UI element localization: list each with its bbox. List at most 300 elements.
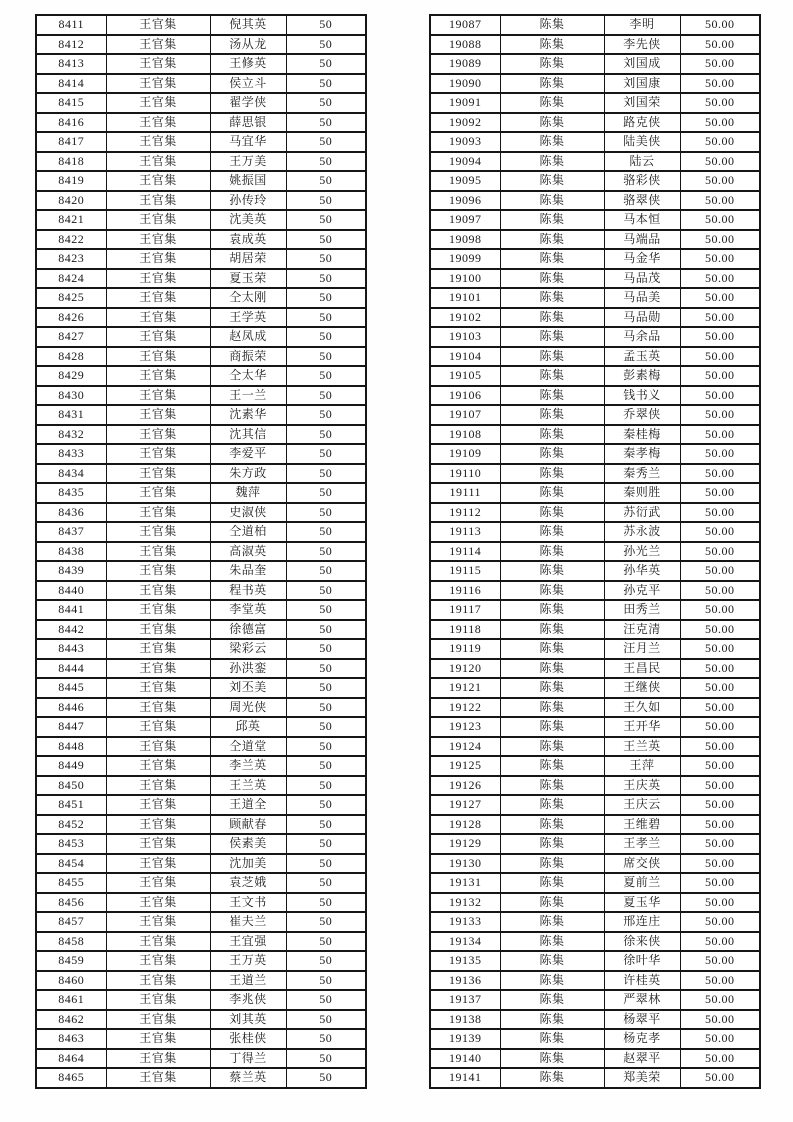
table-row <box>36 873 366 893</box>
id-cell: 8413 <box>36 54 106 74</box>
unit-cell: 王官集 <box>106 990 210 1010</box>
name-cell: 沈美英 <box>210 210 286 230</box>
amount-cell: 50 <box>286 464 366 484</box>
unit-cell: 王官集 <box>106 54 210 74</box>
id-cell: 8447 <box>36 717 106 737</box>
name-cell: 王萍 <box>604 756 680 776</box>
id-cell: 8420 <box>36 191 106 211</box>
unit-cell: 陈集 <box>500 171 604 191</box>
table-row <box>430 74 760 94</box>
name-cell: 刘其英 <box>210 1010 286 1030</box>
name-cell: 李堂英 <box>210 600 286 620</box>
amount-cell: 50.00 <box>680 795 760 815</box>
table-row <box>430 795 760 815</box>
amount-cell: 50.00 <box>680 639 760 659</box>
amount-cell: 50.00 <box>680 132 760 152</box>
roster-table-right-body <box>430 15 760 1088</box>
id-cell: 19106 <box>430 386 500 406</box>
table-row <box>430 932 760 952</box>
table-row <box>36 132 366 152</box>
name-cell: 顾献春 <box>210 815 286 835</box>
amount-cell: 50.00 <box>680 35 760 55</box>
amount-cell: 50 <box>286 581 366 601</box>
name-cell: 李先侠 <box>604 35 680 55</box>
id-cell: 19094 <box>430 152 500 172</box>
unit-cell: 陈集 <box>500 464 604 484</box>
unit-cell: 陈集 <box>500 15 604 35</box>
table-row <box>36 1029 366 1049</box>
amount-cell: 50 <box>286 795 366 815</box>
unit-cell: 陈集 <box>500 366 604 386</box>
name-cell: 钱书义 <box>604 386 680 406</box>
id-cell: 8457 <box>36 912 106 932</box>
id-cell: 19100 <box>430 269 500 289</box>
id-cell: 19137 <box>430 990 500 1010</box>
table-row <box>36 815 366 835</box>
amount-cell: 50 <box>286 74 366 94</box>
name-cell: 秦孝梅 <box>604 444 680 464</box>
amount-cell: 50 <box>286 639 366 659</box>
name-cell: 王一兰 <box>210 386 286 406</box>
amount-cell: 50 <box>286 249 366 269</box>
table-row <box>430 542 760 562</box>
amount-cell: 50 <box>286 230 366 250</box>
id-cell: 19133 <box>430 912 500 932</box>
roster-table-left <box>35 14 367 1089</box>
id-cell: 19139 <box>430 1029 500 1049</box>
amount-cell: 50.00 <box>680 249 760 269</box>
unit-cell: 王官集 <box>106 308 210 328</box>
unit-cell: 王官集 <box>106 678 210 698</box>
unit-cell: 陈集 <box>500 834 604 854</box>
table-row <box>430 737 760 757</box>
amount-cell: 50.00 <box>680 873 760 893</box>
name-cell: 孙光兰 <box>604 542 680 562</box>
name-cell: 梁彩云 <box>210 639 286 659</box>
amount-cell: 50 <box>286 327 366 347</box>
unit-cell: 陈集 <box>500 678 604 698</box>
amount-cell: 50 <box>286 932 366 952</box>
unit-cell: 王官集 <box>106 288 210 308</box>
id-cell: 8434 <box>36 464 106 484</box>
id-cell: 19099 <box>430 249 500 269</box>
name-cell: 王万英 <box>210 951 286 971</box>
amount-cell: 50 <box>286 405 366 425</box>
amount-cell: 50 <box>286 1029 366 1049</box>
id-cell: 19092 <box>430 113 500 133</box>
unit-cell: 陈集 <box>500 74 604 94</box>
amount-cell: 50.00 <box>680 561 760 581</box>
name-cell: 张桂侠 <box>210 1029 286 1049</box>
id-cell: 8460 <box>36 971 106 991</box>
amount-cell: 50.00 <box>680 1049 760 1069</box>
id-cell: 19110 <box>430 464 500 484</box>
unit-cell: 陈集 <box>500 327 604 347</box>
table-row <box>430 522 760 542</box>
unit-cell: 王官集 <box>106 74 210 94</box>
id-cell: 8464 <box>36 1049 106 1069</box>
id-cell: 19088 <box>430 35 500 55</box>
unit-cell: 王官集 <box>106 1010 210 1030</box>
name-cell: 陆云 <box>604 152 680 172</box>
amount-cell: 50 <box>286 132 366 152</box>
table-row <box>430 990 760 1010</box>
id-cell: 8453 <box>36 834 106 854</box>
name-cell: 徐德富 <box>210 620 286 640</box>
table-row <box>36 1049 366 1069</box>
id-cell: 19111 <box>430 483 500 503</box>
id-cell: 8448 <box>36 737 106 757</box>
unit-cell: 陈集 <box>500 1029 604 1049</box>
name-cell: 王维碧 <box>604 815 680 835</box>
name-cell: 薛思银 <box>210 113 286 133</box>
name-cell: 秦则胜 <box>604 483 680 503</box>
roster-table-left-body <box>36 15 366 1088</box>
unit-cell: 王官集 <box>106 386 210 406</box>
unit-cell: 陈集 <box>500 581 604 601</box>
unit-cell: 王官集 <box>106 971 210 991</box>
unit-cell: 王官集 <box>106 1049 210 1069</box>
unit-cell: 王官集 <box>106 425 210 445</box>
table-row <box>36 386 366 406</box>
amount-cell: 50 <box>286 425 366 445</box>
id-cell: 19115 <box>430 561 500 581</box>
amount-cell: 50 <box>286 678 366 698</box>
table-row <box>430 659 760 679</box>
table-row <box>36 756 366 776</box>
name-cell: 秦秀兰 <box>604 464 680 484</box>
table-row <box>430 717 760 737</box>
id-cell: 8415 <box>36 93 106 113</box>
table-row <box>430 464 760 484</box>
unit-cell: 陈集 <box>500 932 604 952</box>
name-cell: 王继侠 <box>604 678 680 698</box>
name-cell: 赵凤成 <box>210 327 286 347</box>
id-cell: 8446 <box>36 698 106 718</box>
unit-cell: 王官集 <box>106 210 210 230</box>
name-cell: 侯立斗 <box>210 74 286 94</box>
table-row <box>36 581 366 601</box>
amount-cell: 50 <box>286 288 366 308</box>
table-row <box>430 444 760 464</box>
name-cell: 马本恒 <box>604 210 680 230</box>
name-cell: 赵翠平 <box>604 1049 680 1069</box>
name-cell: 沈加美 <box>210 854 286 874</box>
amount-cell: 50.00 <box>680 113 760 133</box>
amount-cell: 50 <box>286 522 366 542</box>
name-cell: 高淑英 <box>210 542 286 562</box>
unit-cell: 王官集 <box>106 717 210 737</box>
name-cell: 李明 <box>604 15 680 35</box>
table-row <box>430 503 760 523</box>
name-cell: 马余品 <box>604 327 680 347</box>
id-cell: 8463 <box>36 1029 106 1049</box>
unit-cell: 王官集 <box>106 132 210 152</box>
unit-cell: 王官集 <box>106 639 210 659</box>
unit-cell: 陈集 <box>500 405 604 425</box>
id-cell: 19091 <box>430 93 500 113</box>
table-row <box>36 639 366 659</box>
table-row <box>430 951 760 971</box>
unit-cell: 王官集 <box>106 561 210 581</box>
table-row <box>36 269 366 289</box>
name-cell: 马金华 <box>604 249 680 269</box>
id-cell: 8455 <box>36 873 106 893</box>
table-row <box>430 1049 760 1069</box>
id-cell: 8424 <box>36 269 106 289</box>
amount-cell: 50 <box>286 600 366 620</box>
amount-cell: 50 <box>286 366 366 386</box>
unit-cell: 陈集 <box>500 444 604 464</box>
unit-cell: 王官集 <box>106 659 210 679</box>
id-cell: 19093 <box>430 132 500 152</box>
table-row <box>430 581 760 601</box>
amount-cell: 50.00 <box>680 737 760 757</box>
unit-cell: 陈集 <box>500 503 604 523</box>
amount-cell: 50.00 <box>680 1068 760 1088</box>
id-cell: 8429 <box>36 366 106 386</box>
name-cell: 王万美 <box>210 152 286 172</box>
name-cell: 汪克清 <box>604 620 680 640</box>
name-cell: 刘国康 <box>604 74 680 94</box>
table-row <box>36 990 366 1010</box>
unit-cell: 陈集 <box>500 951 604 971</box>
name-cell: 王开华 <box>604 717 680 737</box>
amount-cell: 50.00 <box>680 15 760 35</box>
table-row <box>430 405 760 425</box>
name-cell: 孙洪銮 <box>210 659 286 679</box>
unit-cell: 陈集 <box>500 113 604 133</box>
id-cell: 8451 <box>36 795 106 815</box>
unit-cell: 陈集 <box>500 386 604 406</box>
amount-cell: 50.00 <box>680 932 760 952</box>
table-row <box>36 249 366 269</box>
name-cell: 邢连庄 <box>604 912 680 932</box>
name-cell: 仝太刚 <box>210 288 286 308</box>
unit-cell: 陈集 <box>500 132 604 152</box>
unit-cell: 陈集 <box>500 854 604 874</box>
id-cell: 8442 <box>36 620 106 640</box>
amount-cell: 50.00 <box>680 347 760 367</box>
name-cell: 王孝兰 <box>604 834 680 854</box>
unit-cell: 王官集 <box>106 522 210 542</box>
unit-cell: 陈集 <box>500 522 604 542</box>
unit-cell: 王官集 <box>106 756 210 776</box>
amount-cell: 50 <box>286 503 366 523</box>
table-row <box>36 308 366 328</box>
unit-cell: 陈集 <box>500 288 604 308</box>
amount-cell: 50.00 <box>680 756 760 776</box>
id-cell: 8419 <box>36 171 106 191</box>
amount-cell: 50.00 <box>680 483 760 503</box>
unit-cell: 王官集 <box>106 1068 210 1088</box>
table-row <box>430 776 760 796</box>
table-row <box>36 1068 366 1088</box>
amount-cell: 50 <box>286 15 366 35</box>
id-cell: 19122 <box>430 698 500 718</box>
amount-cell: 50.00 <box>680 678 760 698</box>
unit-cell: 王官集 <box>106 815 210 835</box>
table-row <box>36 288 366 308</box>
amount-cell: 50.00 <box>680 834 760 854</box>
id-cell: 8427 <box>36 327 106 347</box>
id-cell: 19131 <box>430 873 500 893</box>
name-cell: 李爱平 <box>210 444 286 464</box>
unit-cell: 王官集 <box>106 269 210 289</box>
amount-cell: 50.00 <box>680 425 760 445</box>
amount-cell: 50 <box>286 483 366 503</box>
unit-cell: 陈集 <box>500 230 604 250</box>
table-row <box>430 561 760 581</box>
table-row <box>36 171 366 191</box>
amount-cell: 50 <box>286 210 366 230</box>
table-row <box>36 1010 366 1030</box>
unit-cell: 王官集 <box>106 171 210 191</box>
amount-cell: 50.00 <box>680 893 760 913</box>
table-row <box>430 35 760 55</box>
id-cell: 8432 <box>36 425 106 445</box>
unit-cell: 王官集 <box>106 366 210 386</box>
amount-cell: 50 <box>286 951 366 971</box>
table-row <box>36 483 366 503</box>
unit-cell: 陈集 <box>500 873 604 893</box>
id-cell: 19095 <box>430 171 500 191</box>
id-cell: 19101 <box>430 288 500 308</box>
amount-cell: 50.00 <box>680 522 760 542</box>
table-row <box>36 620 366 640</box>
unit-cell: 陈集 <box>500 561 604 581</box>
unit-cell: 王官集 <box>106 191 210 211</box>
table-row <box>36 951 366 971</box>
table-row <box>36 191 366 211</box>
id-cell: 19138 <box>430 1010 500 1030</box>
unit-cell: 王官集 <box>106 581 210 601</box>
id-cell: 8444 <box>36 659 106 679</box>
table-row <box>430 308 760 328</box>
id-cell: 19098 <box>430 230 500 250</box>
unit-cell: 王官集 <box>106 893 210 913</box>
unit-cell: 陈集 <box>500 971 604 991</box>
id-cell: 19132 <box>430 893 500 913</box>
amount-cell: 50.00 <box>680 815 760 835</box>
name-cell: 王文书 <box>210 893 286 913</box>
name-cell: 邱英 <box>210 717 286 737</box>
amount-cell: 50.00 <box>680 366 760 386</box>
name-cell: 彭素梅 <box>604 366 680 386</box>
id-cell: 19117 <box>430 600 500 620</box>
id-cell: 8440 <box>36 581 106 601</box>
table-row <box>430 698 760 718</box>
amount-cell: 50.00 <box>680 54 760 74</box>
amount-cell: 50.00 <box>680 444 760 464</box>
name-cell: 李兰英 <box>210 756 286 776</box>
name-cell: 许桂英 <box>604 971 680 991</box>
id-cell: 8456 <box>36 893 106 913</box>
unit-cell: 王官集 <box>106 932 210 952</box>
id-cell: 8462 <box>36 1010 106 1030</box>
id-cell: 19128 <box>430 815 500 835</box>
table-row <box>430 1010 760 1030</box>
id-cell: 19114 <box>430 542 500 562</box>
id-cell: 8433 <box>36 444 106 464</box>
amount-cell: 50.00 <box>680 971 760 991</box>
name-cell: 倪其英 <box>210 15 286 35</box>
id-cell: 8422 <box>36 230 106 250</box>
name-cell: 王修英 <box>210 54 286 74</box>
id-cell: 8412 <box>36 35 106 55</box>
id-cell: 8454 <box>36 854 106 874</box>
name-cell: 孙克平 <box>604 581 680 601</box>
table-row <box>36 717 366 737</box>
name-cell: 骆翠侠 <box>604 191 680 211</box>
id-cell: 8417 <box>36 132 106 152</box>
unit-cell: 陈集 <box>500 639 604 659</box>
unit-cell: 陈集 <box>500 717 604 737</box>
unit-cell: 陈集 <box>500 1049 604 1069</box>
unit-cell: 王官集 <box>106 347 210 367</box>
table-row <box>36 737 366 757</box>
unit-cell: 王官集 <box>106 912 210 932</box>
id-cell: 19141 <box>430 1068 500 1088</box>
id-cell: 8418 <box>36 152 106 172</box>
table-row <box>430 971 760 991</box>
id-cell: 8458 <box>36 932 106 952</box>
amount-cell: 50 <box>286 717 366 737</box>
name-cell: 李兆侠 <box>210 990 286 1010</box>
name-cell: 翟学侠 <box>210 93 286 113</box>
amount-cell: 50 <box>286 912 366 932</box>
name-cell: 孟玉英 <box>604 347 680 367</box>
amount-cell: 50 <box>286 990 366 1010</box>
amount-cell: 50 <box>286 971 366 991</box>
amount-cell: 50 <box>286 93 366 113</box>
name-cell: 王道兰 <box>210 971 286 991</box>
table-row <box>36 600 366 620</box>
name-cell: 朱方政 <box>210 464 286 484</box>
name-cell: 秦桂梅 <box>604 425 680 445</box>
id-cell: 19116 <box>430 581 500 601</box>
id-cell: 8437 <box>36 522 106 542</box>
roster-table-right <box>429 14 761 1089</box>
unit-cell: 陈集 <box>500 210 604 230</box>
amount-cell: 50 <box>286 815 366 835</box>
id-cell: 8428 <box>36 347 106 367</box>
table-row <box>36 971 366 991</box>
name-cell: 袁芝娥 <box>210 873 286 893</box>
table-row <box>430 1029 760 1049</box>
name-cell: 孙传玲 <box>210 191 286 211</box>
table-row <box>430 269 760 289</box>
amount-cell: 50 <box>286 35 366 55</box>
name-cell: 汤从龙 <box>210 35 286 55</box>
table-row <box>430 327 760 347</box>
id-cell: 19112 <box>430 503 500 523</box>
name-cell: 陆美侠 <box>604 132 680 152</box>
id-cell: 8430 <box>36 386 106 406</box>
unit-cell: 陈集 <box>500 600 604 620</box>
name-cell: 袁成英 <box>210 230 286 250</box>
name-cell: 徐来侠 <box>604 932 680 952</box>
table-row <box>430 15 760 35</box>
table-row <box>430 815 760 835</box>
name-cell: 王庆云 <box>604 795 680 815</box>
amount-cell: 50.00 <box>680 600 760 620</box>
name-cell: 王学英 <box>210 308 286 328</box>
unit-cell: 王官集 <box>106 737 210 757</box>
name-cell: 夏玉华 <box>604 893 680 913</box>
id-cell: 8449 <box>36 756 106 776</box>
id-cell: 19096 <box>430 191 500 211</box>
